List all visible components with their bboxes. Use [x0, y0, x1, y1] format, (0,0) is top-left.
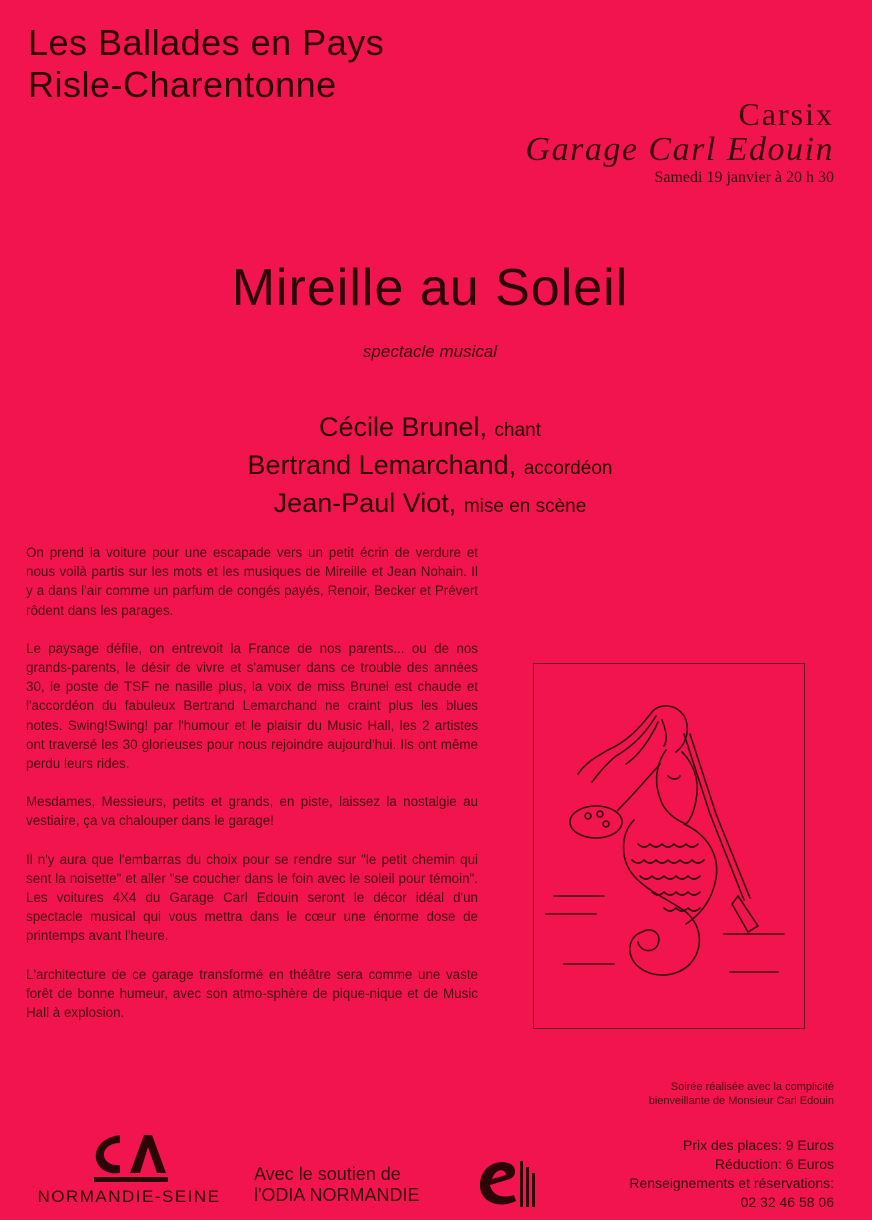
odia-logo	[470, 1155, 540, 1213]
credit-name: Jean-Paul Viot,	[273, 488, 457, 518]
series-title	[28, 22, 384, 106]
support-text	[254, 1164, 419, 1206]
acknowledgement-line2: bienveillante de Monsieur Carl Edouin	[648, 1095, 834, 1107]
venue-block	[526, 96, 834, 188]
credit-role: chant	[494, 420, 542, 441]
credit-agricole-logo	[14, 1125, 244, 1210]
credit-role: accordéon	[523, 458, 613, 479]
series-title-line1: Les Ballades en Pays	[28, 22, 385, 63]
acknowledgement-line1: Soirée réalisée avec la complicité	[670, 1081, 834, 1093]
credit-line	[0, 448, 860, 486]
venue-place: Carsix	[738, 96, 834, 132]
price-full: Prix des places: 9 Euros	[683, 1137, 834, 1153]
credit-role: mise en scène	[463, 496, 587, 517]
bank-name: NORMANDIE-SEINE	[37, 1187, 221, 1206]
price-info	[629, 1136, 834, 1212]
reservation-label: Renseignements et réservations:	[629, 1175, 834, 1191]
credit-name: Bertrand Lemarchand,	[247, 450, 517, 480]
venue-garage: Garage Carl Edouin	[525, 131, 834, 168]
credit-line	[0, 410, 860, 448]
description-paragraph: L'architecture de ce garage transformé en théâtre sera comme une vaste forêt de bonne humeur, avec son atmo-sphère de pique-nique et de Music Hall à explosion.	[26, 966, 478, 1021]
description-paragraph: Mesdames, Messieurs, petits et grands, en piste, laissez la nostalgie au vestiaire, ça va chalouper dans le garage!	[26, 794, 478, 829]
description	[26, 543, 478, 1041]
credit-line	[0, 486, 860, 524]
mermaid-drawing	[534, 664, 804, 1028]
description-paragraph: Il n'y aura que l'embarras du choix pour se rendre sur "le petit chemin qui sent la noisette" et aller "se coucher dans le foin avec le soleil pour témoin". Les voitures 4X4 du Garage Carl Edouin seront le décor idéal d'un spectacle musical qui vous mettra dans le cœur une énorme dose de printemps avant l'heure.	[26, 851, 478, 944]
price-reduced: Réduction: 6 Euros	[714, 1156, 834, 1172]
description-paragraph: Le paysage défile, on entrevoit la France de nos parents... ou de nos grands-parents, le désir de vivre et s'amuser dans ce trouble des années 30, le poste de TSF ne nasille plus, la voix de miss Brunel est chaude et l'accordéon du fabuleux Bertrand Lemarchand ne craint plus les blues notes. Swing!Swing! par l'humour et le plaisir du Music Hall, les 2 artistes ont traversé les 30 glorieuses pour nous rejoindre aujourd'hui. Ils ont même perdu leurs rides.	[26, 640, 478, 772]
description-paragraph: On prend la voiture pour une escapade vers un petit écrin de verdure et nous voilà partis sur les mots et les musiques de Mireille et Jean Nohain. Il y a dans l'air comme un parfum de congés payés, Renoir, Becker et Prévert rôdent dans les parages.	[26, 545, 478, 618]
odia-mark-icon	[470, 1155, 540, 1213]
support-line1: Avec le soutien de	[254, 1164, 401, 1184]
show-title: Mireille au Soleil	[231, 259, 629, 317]
reservation-phone: 02 32 46 58 06	[740, 1194, 834, 1210]
credit-name: Cécile Brunel,	[318, 412, 488, 442]
show-subtitle: spectacle musical	[362, 342, 498, 361]
credits-list	[0, 410, 860, 524]
credit-agricole-mark-icon	[90, 1129, 172, 1185]
mermaid-illustration	[533, 663, 805, 1029]
acknowledgement	[649, 1080, 834, 1108]
support-line2: l'ODIA NORMANDIE	[254, 1185, 420, 1205]
series-title-line2: Risle-Charentonne	[28, 64, 337, 105]
event-date: Samedi 19 janvier à 20 h 30	[654, 169, 834, 186]
